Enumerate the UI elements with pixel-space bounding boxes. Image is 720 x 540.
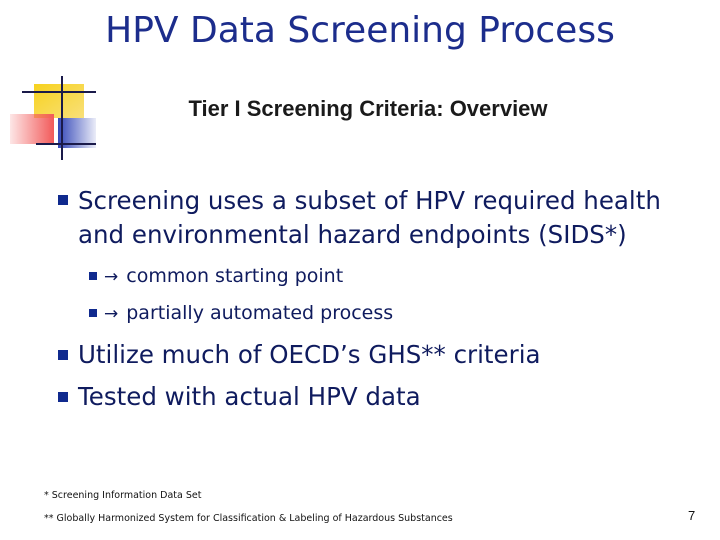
footnote-sids: * Screening Information Data Set — [44, 490, 202, 501]
bullet-item — [78, 380, 421, 414]
bullet-text-line: and environmental hazard endpoints (SIDS*) — [78, 220, 627, 249]
subbullet-item — [104, 263, 343, 290]
bullet-text-line: Utilize much of OECD’s GHS** criteria — [78, 340, 541, 369]
bullet-square-icon — [58, 392, 68, 402]
bullet-item — [78, 338, 541, 372]
bullet-item — [78, 184, 661, 252]
slide-title: HPV Data Screening Process — [105, 10, 615, 51]
bullet-text-line: Tested with actual HPV data — [78, 382, 421, 411]
slide-subtitle: Tier I Screening Criteria: Overview — [188, 96, 548, 121]
right-arrow-icon: → — [104, 267, 119, 287]
subbullet-square-icon — [89, 272, 97, 280]
bullet-square-icon — [58, 195, 68, 205]
subbullet-text: partially automated process — [126, 302, 394, 324]
subbullet-item — [104, 300, 393, 327]
right-arrow-icon: → — [104, 304, 119, 324]
subbullet-square-icon — [89, 309, 97, 317]
page-number: 7 — [688, 508, 696, 523]
bullet-square-icon — [58, 350, 68, 360]
bullet-text-line: Screening uses a subset of HPV required health — [78, 186, 661, 215]
subbullet-text: common starting point — [126, 265, 344, 287]
footnote-ghs: ** Globally Harmonized System for Classification & Labeling of Hazardous Substances — [44, 513, 453, 524]
